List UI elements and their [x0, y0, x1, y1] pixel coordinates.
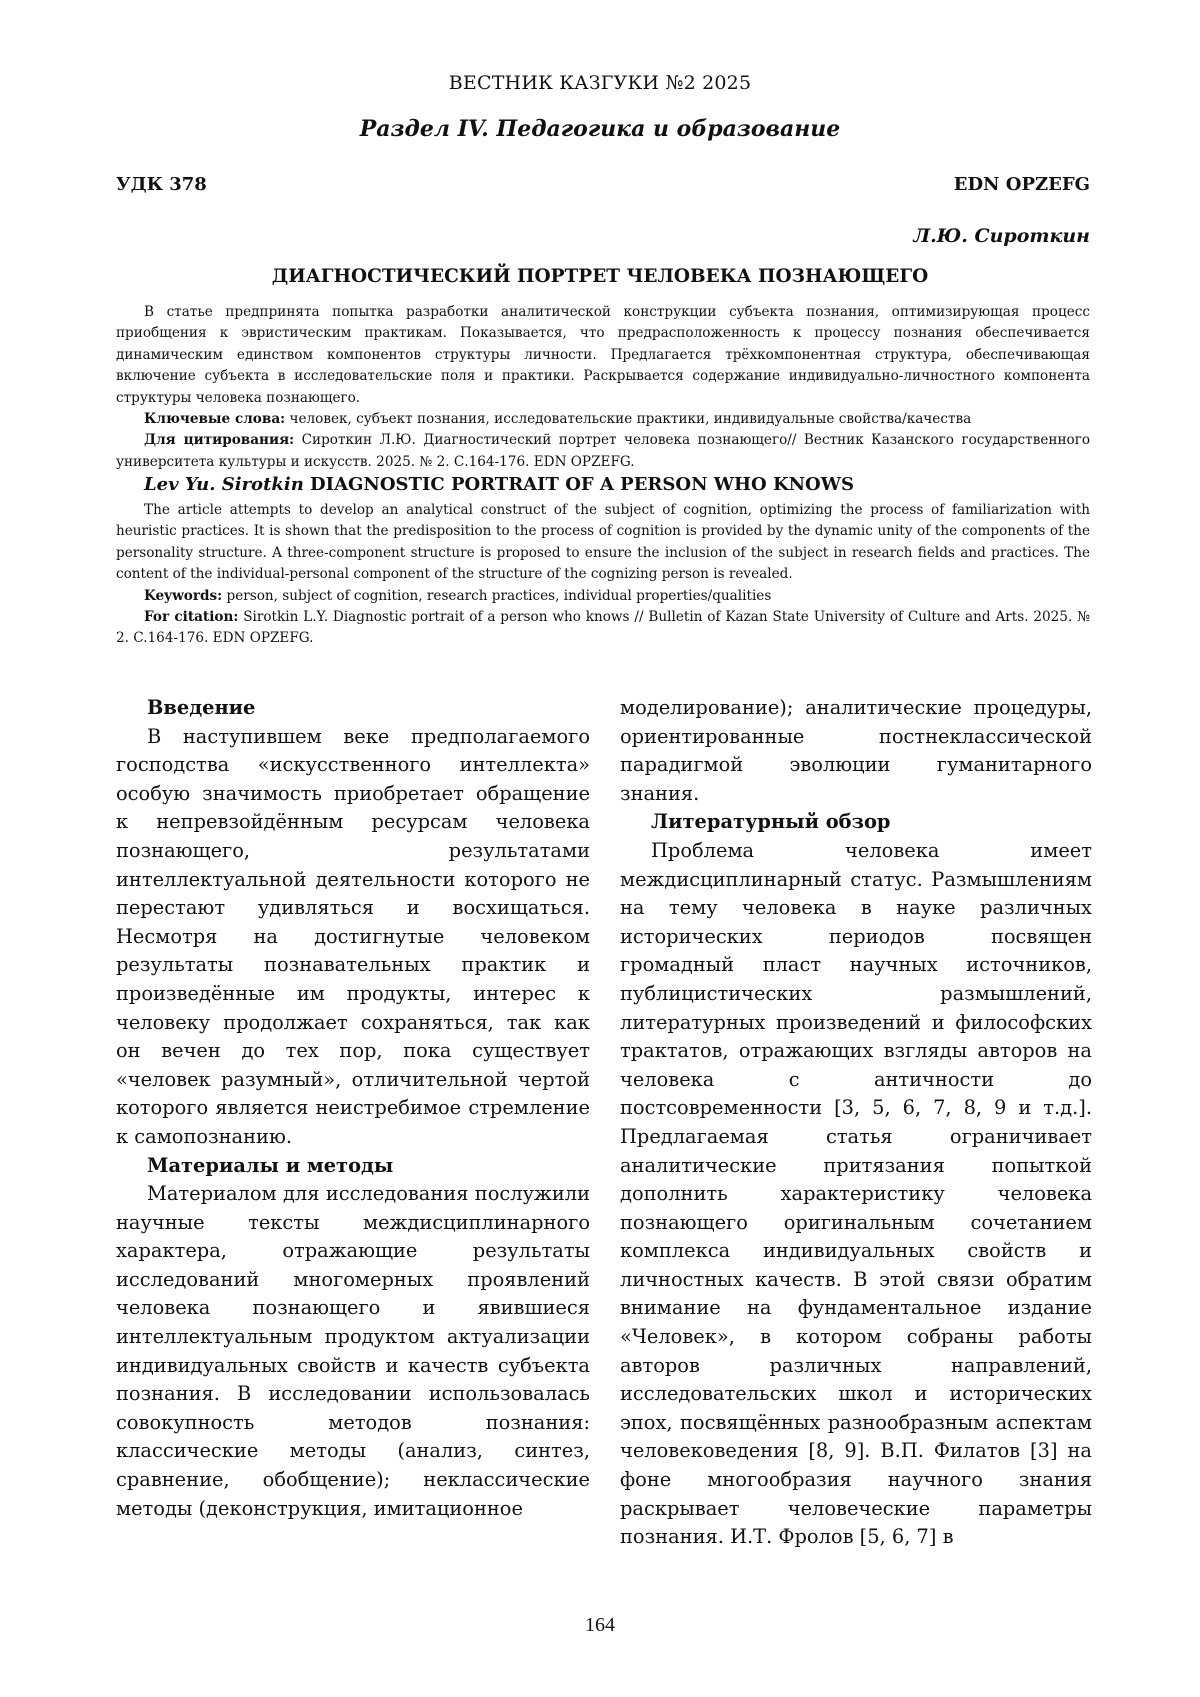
citation-en [116, 607, 1090, 650]
abstract-ru [116, 302, 1090, 473]
udk-code: УДК 378 [116, 174, 207, 195]
keywords-ru-label: Ключевые слова: [144, 411, 286, 428]
intro-paragraph: В наступившем веке предполагаемого господства «искусственного интеллекта» особую значимость приобретает обращение к непревзойдённым ресурсам человека познающего, результатами интеллектуальной деятельности которого не перестают удивляться и восхищаться. Несмотря на достигнутые человеком результаты познавательных практик и произведённые им продукты, интерес к человеку продолжает сохраняться, так как он вечен до тех пор, пока существует «человек разумный», отличительной чертой которого является неистребимое стремление к самопознанию. [116, 724, 590, 1148]
body-column-left [116, 694, 590, 1523]
citation-ru-text: Сироткин Л.Ю. Диагностический портрет человека познающего// Вестник Казанского государственного университета культуры и искусств. 2025. № 2. С.164-176. EDN OPZEFG. [116, 432, 1090, 470]
body-column-right [620, 694, 1092, 1552]
edn-code: EDN OPZEFG [953, 174, 1090, 195]
review-heading: Литературный обзор [651, 810, 891, 834]
keywords-en-label: Keywords: [144, 587, 223, 604]
keywords-en-text: person, subject of cognition, research practices, individual properties/qualities [222, 587, 772, 604]
abstract-en [116, 500, 1090, 650]
citation-en-text: Sirotkin L.Y. Diagnostic portrait of a person who knows // Bulletin of Kazan State University of Culture and Arts. 2025. № 2. C.164-176. EDN OPZEFG. [116, 609, 1090, 647]
citation-ru-label: Для цитирования: [144, 432, 295, 449]
citation-ru [116, 430, 1090, 473]
methods-paragraph: Материалом для исследования послужили научные тексты междисциплинарного характера, отражающие результаты исследований многомерных проявлений человека познающего и явившиеся интеллектуальным продуктом актуализации индивидуальных свойств и качеств субъекта познания. В исследовании использовалась совокупность методов познания: классические методы (анализ, синтез, сравнение, обобщение); неклассические методы (деконструкция, имитационное [116, 1182, 590, 1520]
section-heading: Раздел IV. Педагогика и образование [359, 116, 841, 142]
methods-heading: Материалы и методы [147, 1153, 394, 1177]
page-number: 164 [585, 1614, 615, 1636]
english-title [144, 474, 854, 495]
abstract-en-text: The article attempts to develop an analytical construct of the subject of cognition, optimizing the process of familiarization with heuristic practices. It is shown that the predisposition to the process of cognition is provided by the dynamic unity of the components of the personality structure. A three-component structure is proposed to ensure the inclusion of the subject in research fields and practices. The content of the individual-personal component of the structure of the cognizing person is revealed. [116, 502, 1090, 583]
author-name: Л.Ю. Сироткин [913, 225, 1090, 247]
article-title: ДИАГНОСТИЧЕСКИЙ ПОРТРЕТ ЧЕЛОВЕКА ПОЗНАЮЩЕГО [271, 266, 929, 287]
keywords-en [116, 586, 1090, 607]
keywords-ru [116, 409, 1090, 430]
citation-en-label: For citation: [144, 609, 239, 626]
abstract-ru-text: В статье предпринята попытка разработки аналитической конструкции субъекта познания, оптимизирующая процесс приобщения к эвристическим практикам. Показывается, что предрасположенность к процессу познания обеспечивается динамическим единством компонентов структуры личности. Предлагается трёхкомпонентная структура, обеспечивающая включение субъекта в исследовательские поля и практики. Раскрывается содержание индивидуально-личностного компонента структуры человека познающего. [116, 304, 1090, 406]
review-paragraph: Проблема человека имеет междисциплинарный статус. Размышлениям на тему человека в науке различных исторических периодов посвящен громадный пласт научных источников, публицистических размышлений, литературных произведений и философских трактатов, отражающих взгляды авторов на человека с античности до постсовременности [3, 5, 6, 7, 8, 9 и т.д.]. Предлагаемая статья ограничивает аналитические притязания попыткой дополнить характеристику человека познающего оригинальным сочетанием комплекса индивидуальных свойств и личностных качеств. В этой связи обратим внимание на фундаментальное издание «Человек», в котором собраны работы авторов различных направлений, исследовательских школ и исторических эпох, посвящённых разнообразным аспектам человековедения [8, 9]. В.П. Филатов [3] на фоне многообразия научного знания раскрывает человеческие параметры познания. И.Т. Фролов [5, 6, 7] в [620, 838, 1092, 1549]
english-author: Lev Yu. Sirotkin [144, 474, 304, 495]
intro-heading: Введение [147, 696, 256, 719]
keywords-ru-text: человек, субъект познания, исследовательские практики, индивидуальные свойства/качества [285, 411, 972, 428]
journal-header: ВЕСТНИК КАЗГУКИ №2 2025 [448, 72, 752, 94]
methods-paragraph-continued: моделирование); аналитические процедуры, ориентированные постнеклассической парадигмой эволюции гуманитарного знания. [620, 696, 1092, 805]
english-title-text: DIAGNOSTIC PORTRAIT OF A PERSON WHO KNOWS [303, 474, 854, 495]
